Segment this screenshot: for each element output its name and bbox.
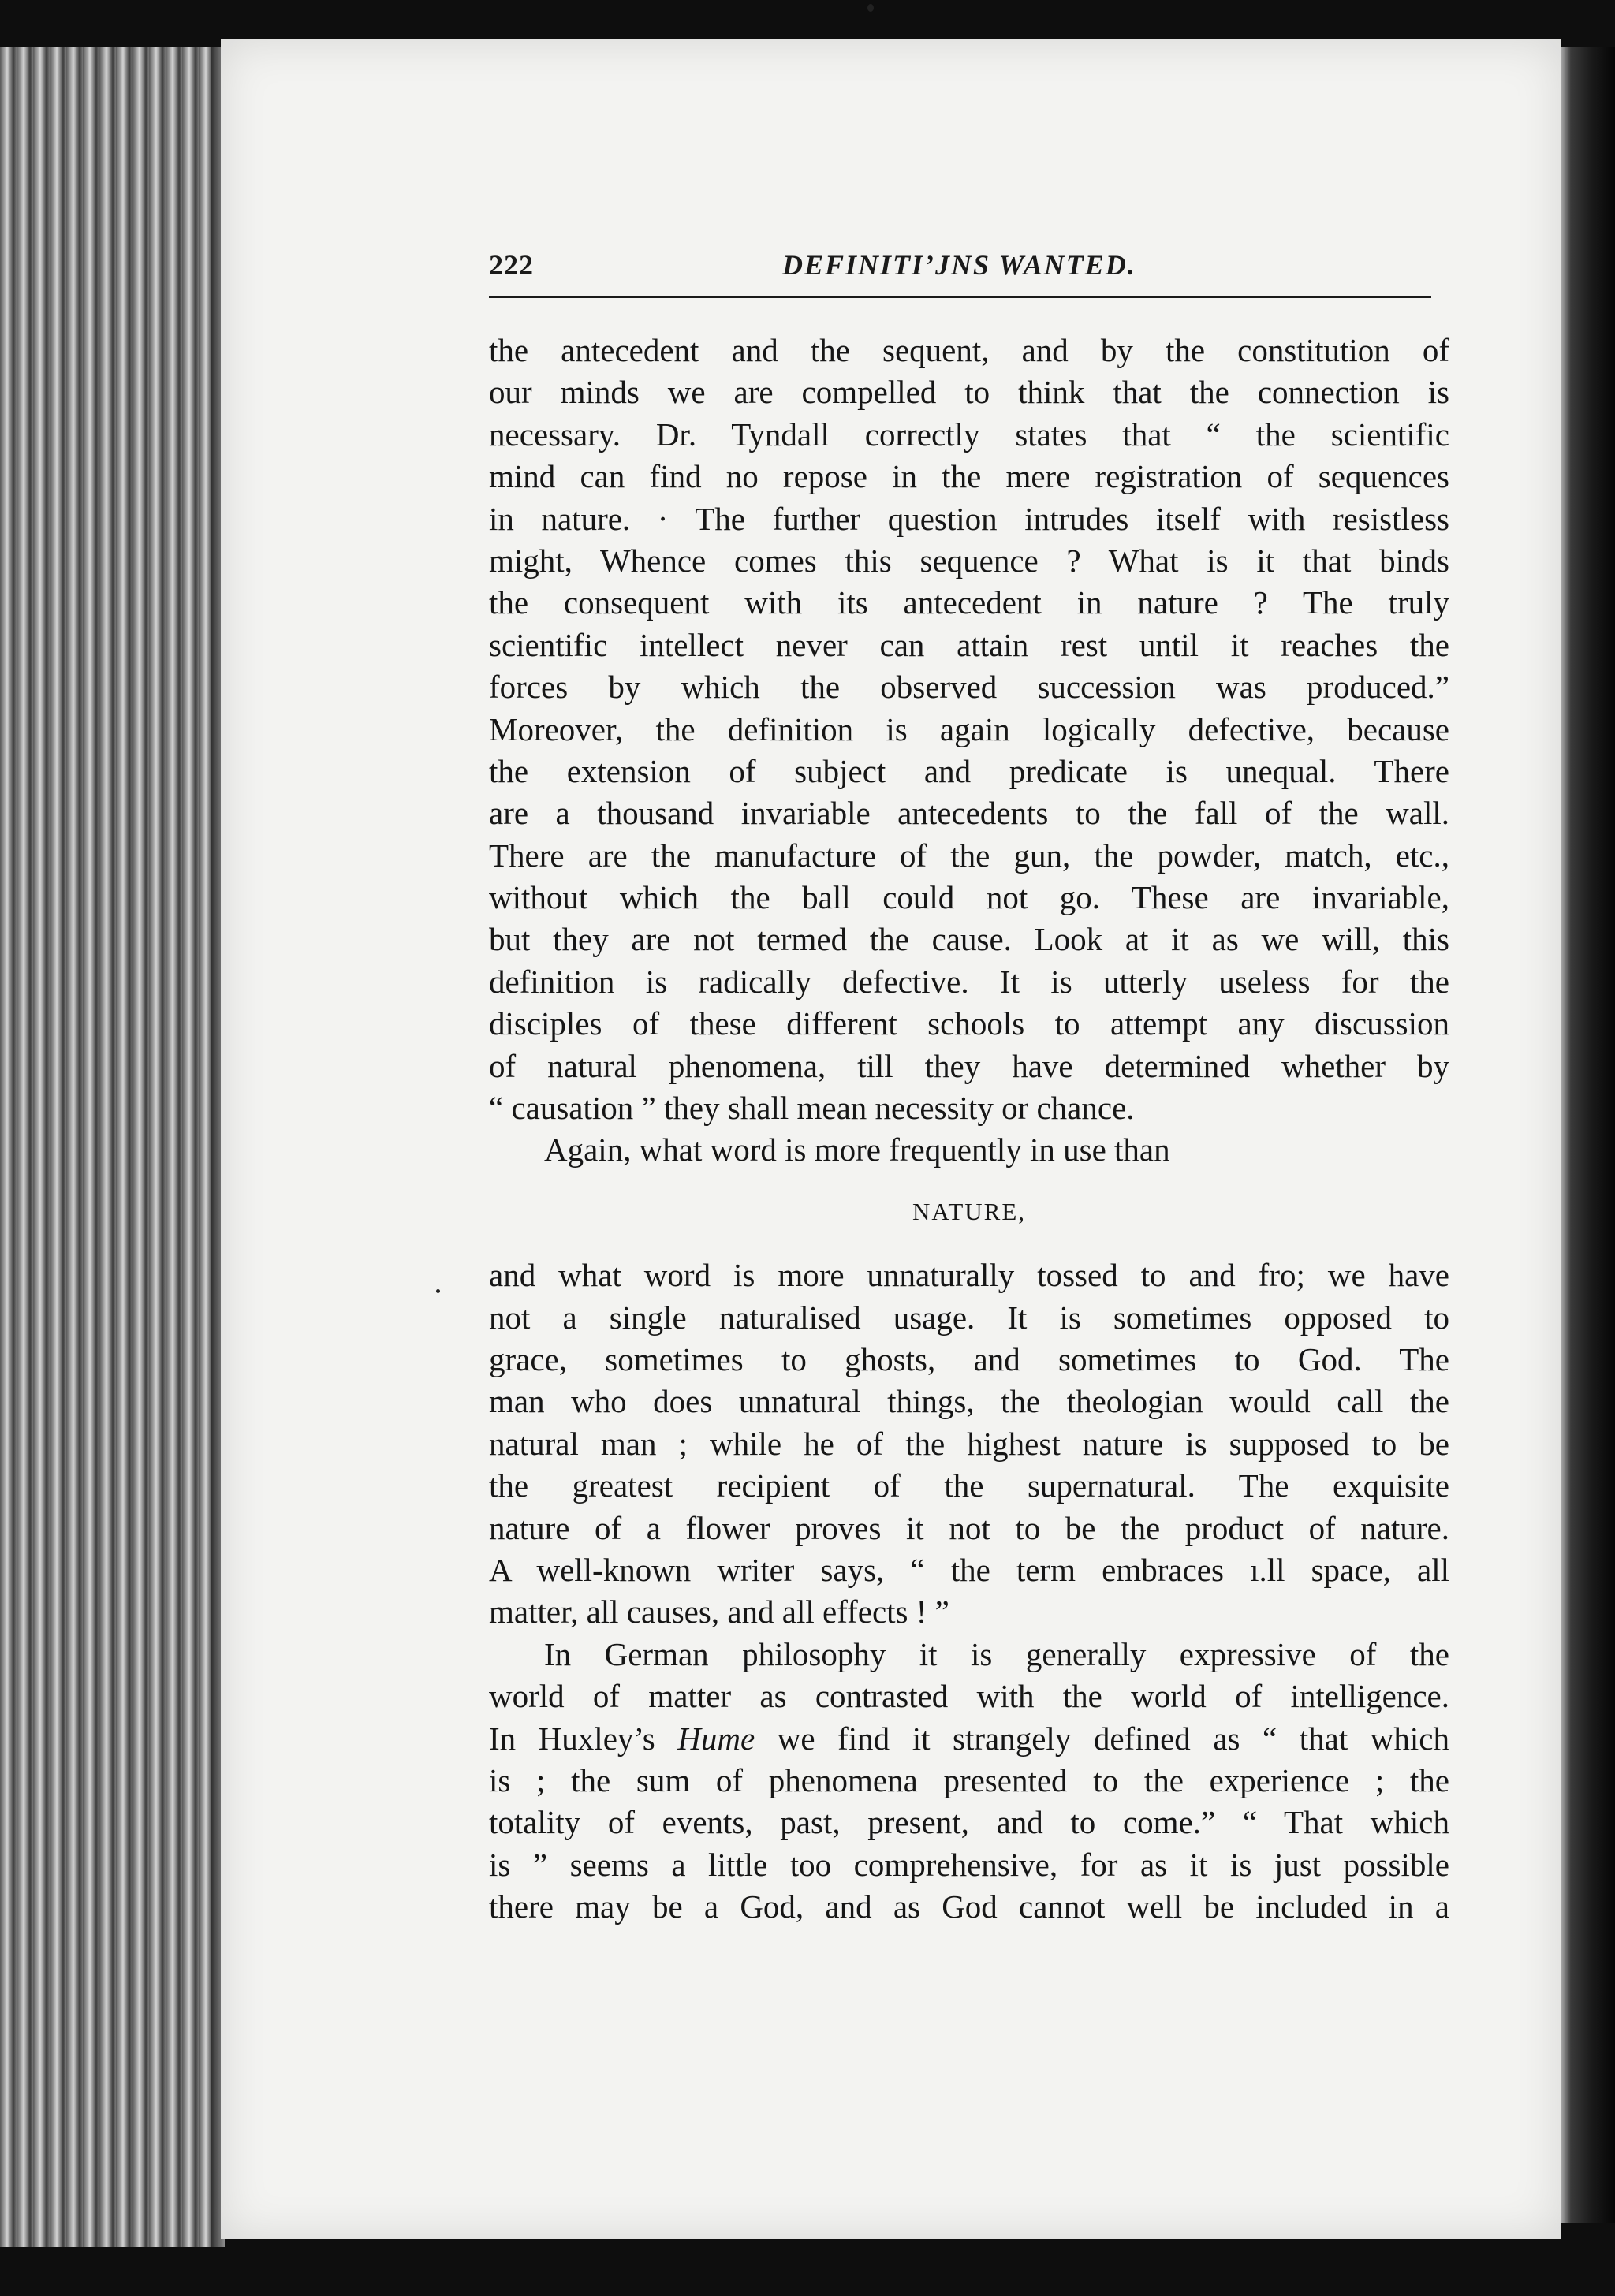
- text-line: the greatest recipient of the supernatural. The exquisite: [489, 1467, 1449, 1504]
- text-line: is ; the sum of phenomena presented to the experience ; the: [489, 1761, 1449, 1798]
- text-line: the consequent with its antecedent in nature ? The truly: [489, 584, 1449, 621]
- text-line: man who does unnatural things, the theologian would call the: [489, 1383, 1449, 1420]
- text-line: but they are not termed the cause. Look at it as we will, this: [489, 921, 1449, 958]
- text-line: the extension of subject and predicate is unequal. There: [489, 752, 1449, 789]
- ink-speck: [436, 1289, 440, 1293]
- text-line: totality of events, past, present, and to come.” “ That which: [489, 1804, 1449, 1841]
- text-line: Moreover, the definition is again logically defective, because: [489, 710, 1449, 747]
- text-line: might, Whence comes this sequence ? What is it that binds: [489, 542, 1449, 579]
- text-line: of natural phenomena, till they have determined whether by: [489, 1047, 1449, 1084]
- page-header: [489, 248, 1435, 296]
- text-line: and what word is more unnaturally tossed to and fro; we have: [489, 1257, 1449, 1294]
- text-line-with-title: [489, 1718, 1449, 1760]
- text-line: forces by which the observed succession was produced.”: [489, 669, 1449, 706]
- text-line: natural man ; while he of the highest nature is supposed to be: [489, 1425, 1449, 1462]
- text-line: are a thousand invariable antecedents to the fall of the wall.: [489, 795, 1449, 832]
- text-line: without which the ball could not go. These are invariable,: [489, 879, 1449, 916]
- left-page-edges: [0, 47, 225, 2247]
- page-number: 222: [489, 249, 534, 281]
- text-line: not a single naturalised usage. It is sometimes opposed to: [489, 1299, 1449, 1336]
- text-line: Again, what word is more frequently in use than: [544, 1131, 1170, 1168]
- book-title-hume: Hume: [677, 1720, 755, 1757]
- paragraph-1: [489, 330, 1449, 1129]
- text-line: world of matter as contrasted with the world of intelligence.: [489, 1678, 1449, 1715]
- paragraph-4: [489, 1634, 1449, 1929]
- ink-speck: [867, 4, 874, 12]
- text-fragment: In Huxley’s: [489, 1720, 678, 1757]
- text-fragment: we find it strangely defined as “ that which: [755, 1720, 1450, 1757]
- text-line: “ causation ” they shall mean necessity or chance.: [489, 1090, 1135, 1127]
- text-line: our minds we are compelled to think that the connection is: [489, 374, 1449, 411]
- text-line: There are the manufacture of the gun, the powder, match, etc.,: [489, 837, 1449, 874]
- text-line: nature of a flower proves it not to be the product of nature.: [489, 1509, 1449, 1546]
- text-line: definition is radically defective. It is utterly useless for the: [489, 963, 1449, 1000]
- header-rule: [489, 296, 1431, 298]
- paragraph-3: [489, 1254, 1449, 1634]
- text-line: there may be a God, and as God cannot well be included in a: [489, 1888, 1449, 1925]
- text-line: mind can find no repose in the mere registration of sequences: [489, 458, 1449, 495]
- text-line: matter, all causes, and all effects ! ”: [489, 1593, 949, 1631]
- text-line: is ” seems a little too comprehensive, for as it is just possible: [489, 1846, 1449, 1883]
- body-text: [489, 330, 1449, 1928]
- text-line: scientific intellect never can attain rest until it reaches the: [489, 626, 1449, 663]
- section-heading: NATURE,: [912, 1197, 1027, 1225]
- running-head: DEFINITI’JNS WANTED.: [782, 249, 1136, 281]
- text-line: grace, sometimes to ghosts, and sometimes to God. The: [489, 1340, 1449, 1377]
- right-page-edge: [1560, 47, 1615, 2223]
- text-line: the antecedent and the sequent, and by the constitution of: [489, 332, 1449, 368]
- paragraph-2: [489, 1129, 1449, 1171]
- text-line: In German philosophy it is generally expressive of the: [544, 1635, 1449, 1672]
- text-line: A well-known writer says, “ the term embraces ı.ll space, all: [489, 1551, 1449, 1588]
- text-line: disciples of these different schools to attempt any discussion: [489, 1005, 1449, 1042]
- text-line: necessary. Dr. Tyndall correctly states that “ the scientific: [489, 416, 1449, 453]
- text-line: in nature. · The further question intrudes itself with resistless: [489, 500, 1449, 537]
